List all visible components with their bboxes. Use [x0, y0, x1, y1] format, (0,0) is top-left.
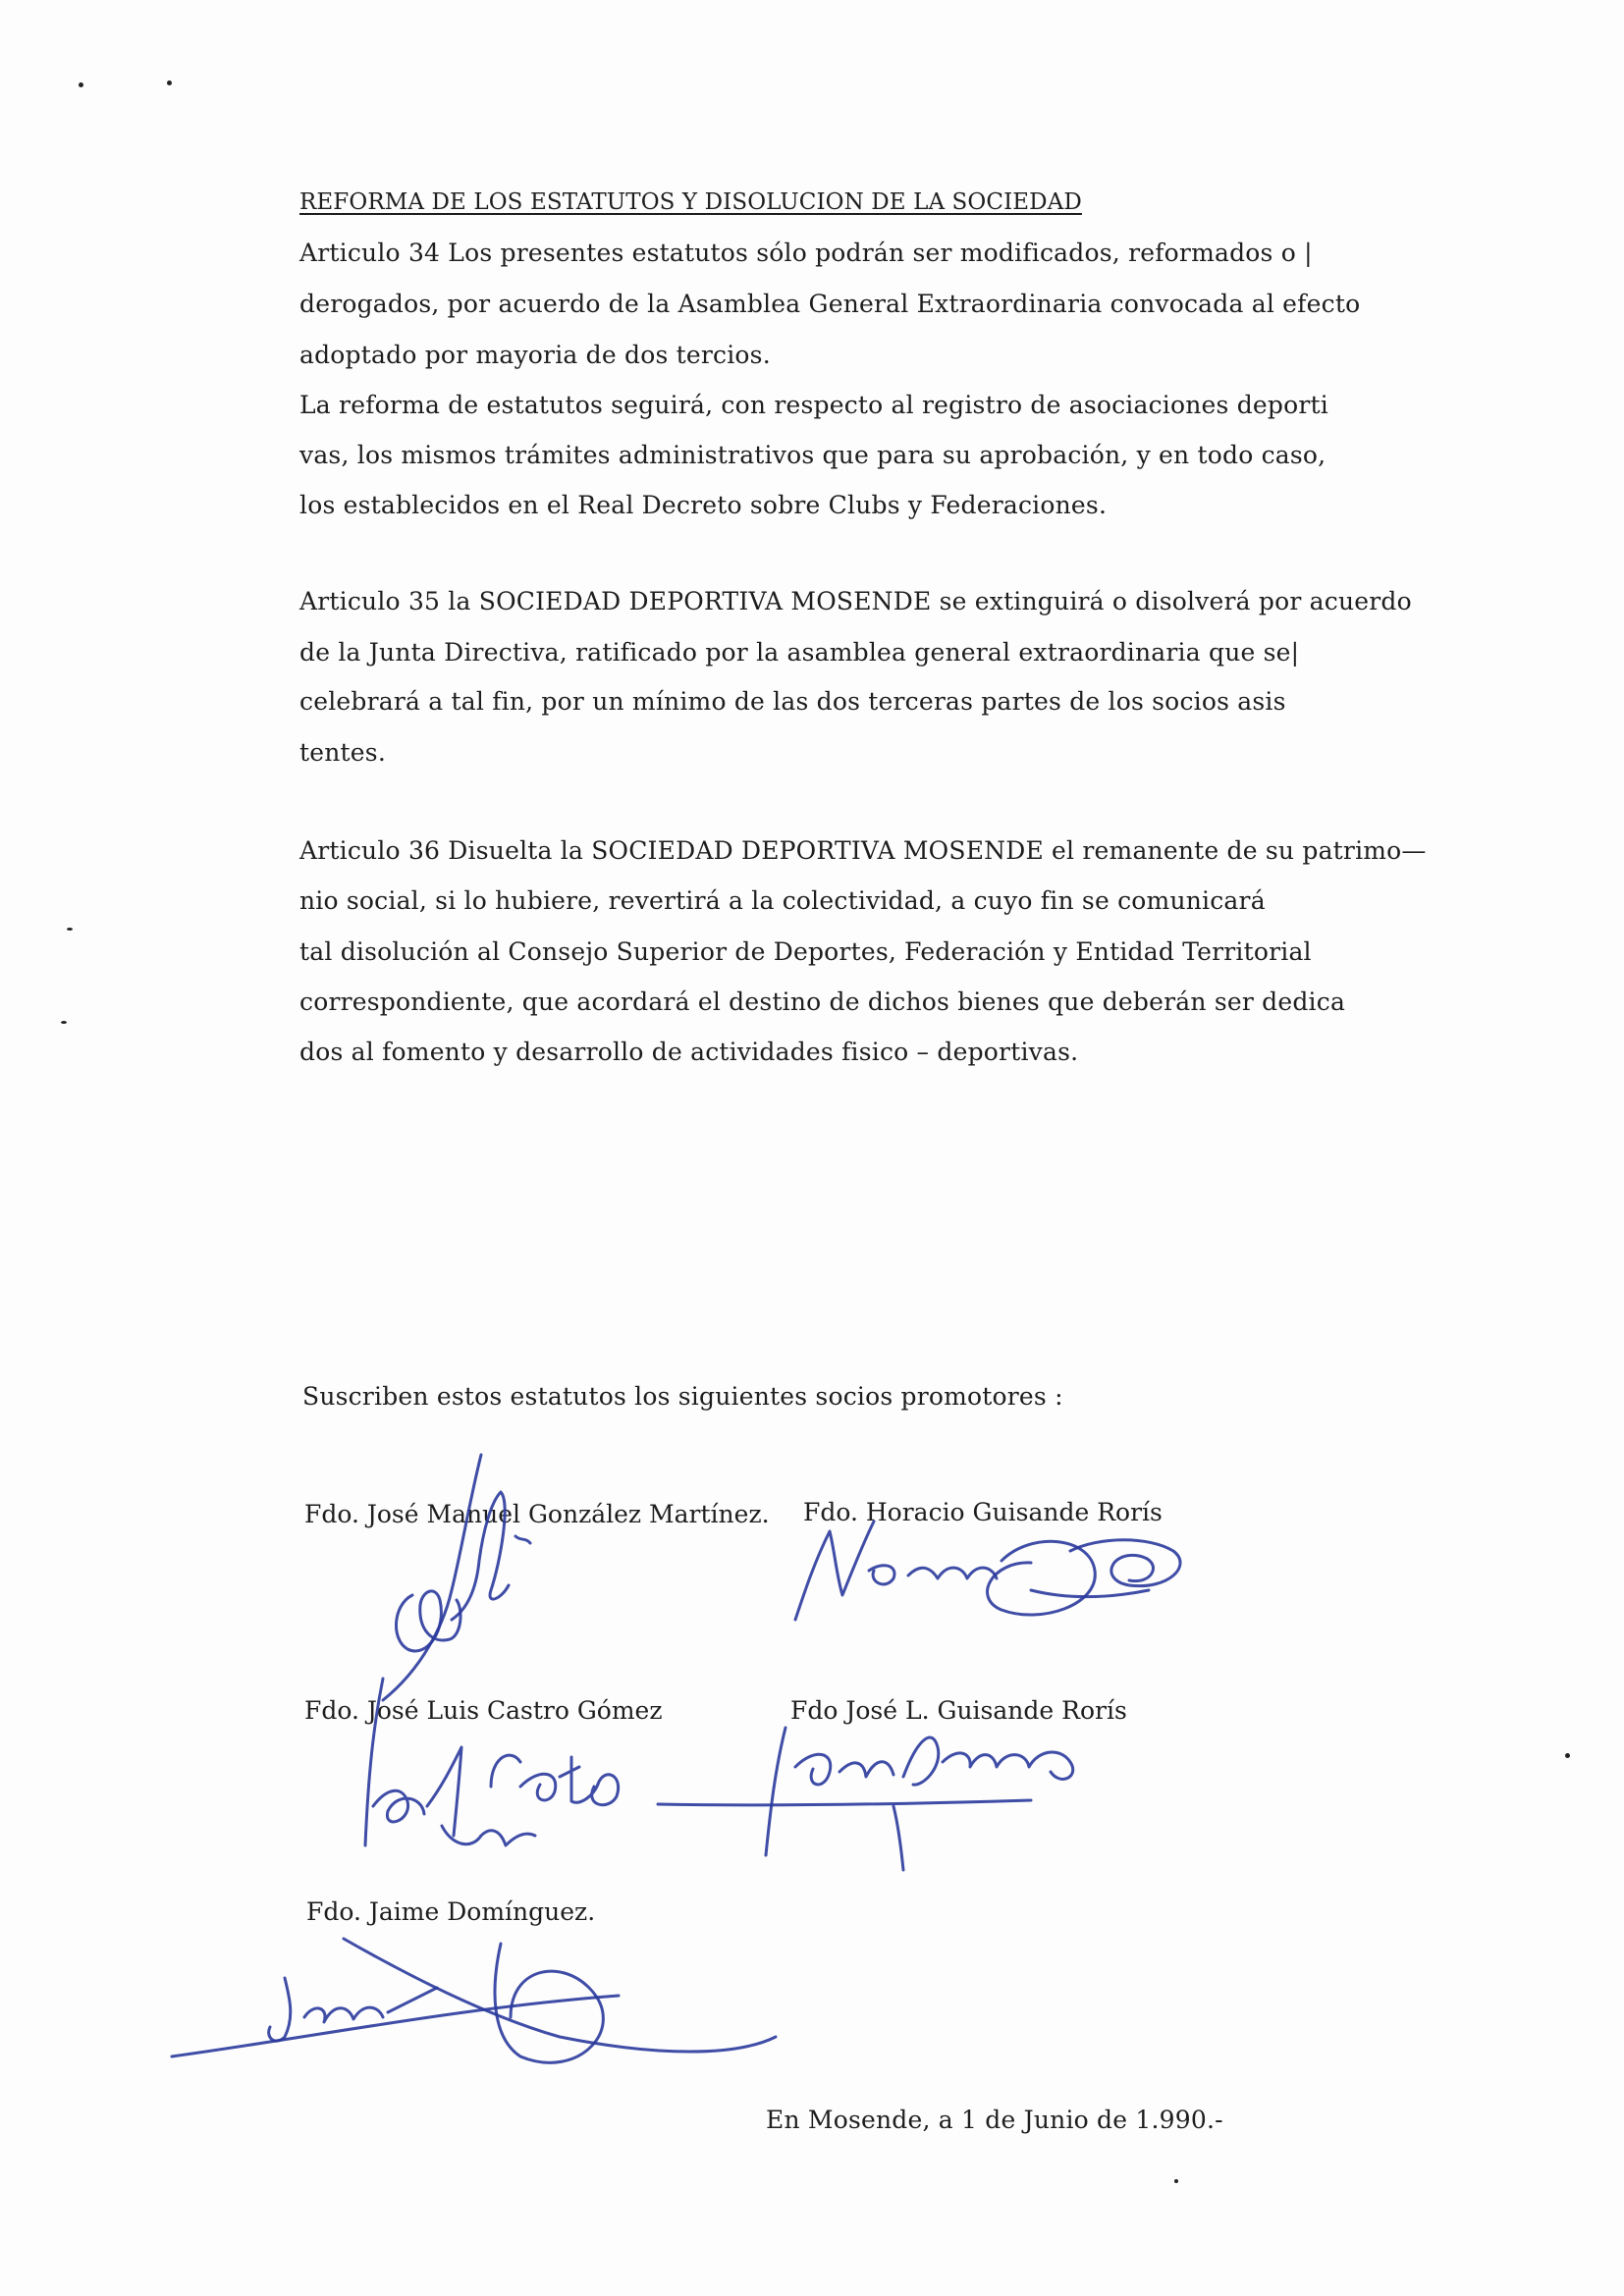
place-and-date: En Mosende, a 1 de Junio de 1.990.-: [766, 2106, 1223, 2134]
article-36-line: correspondiente, que acordará el destino de dichos bienes que deberán ser dedica: [299, 988, 1346, 1016]
article-34-line: adoptado por mayoria de dos tercios.: [299, 341, 771, 369]
scan-speck: [167, 80, 172, 85]
article-34-line: los establecidos en el Real Decreto sobre Clubs y Federaciones.: [299, 491, 1108, 519]
signatory-label: Fdo. José Manuel González Martínez.: [304, 1500, 770, 1528]
article-35-line: tentes.: [299, 738, 386, 767]
article-35-line: celebrará a tal fin, por un mínimo de las dos terceras partes de los socios asis: [299, 687, 1286, 716]
article-35-line: de la Junta Directiva, ratificado por la asamblea general extraordinaria que se|: [299, 638, 1300, 667]
signature-jose-l-guisande: [648, 1708, 1149, 1875]
article-34-line: derogados, por acuerdo de la Asamblea General Extraordinaria convocada al efecto: [299, 290, 1361, 318]
signatory-label: Fdo José L. Guisande Rorís: [790, 1696, 1127, 1725]
scan-speck: [1174, 2179, 1178, 2183]
scan-speck: [67, 928, 73, 931]
scan-speck: [79, 82, 83, 87]
scan-speck: [61, 1021, 67, 1024]
signatory-label: Fdo. Horacio Guisande Rorís: [803, 1498, 1163, 1526]
section-heading: REFORMA DE LOS ESTATUTOS Y DISOLUCION DE LA SOCIEDAD: [299, 189, 1082, 215]
article-36-line: tal disolución al Consejo Superior de Deportes, Federación y Entidad Territorial: [299, 937, 1312, 966]
article-36-line: Articulo 36 Disuelta la SOCIEDAD DEPORTIVA MOSENDE el remanente de su patrimo—: [299, 836, 1427, 865]
scan-speck: [1565, 1753, 1570, 1758]
signature-dominguez: [167, 1919, 795, 2091]
signatory-label: Fdo. Jaime Domínguez.: [306, 1897, 596, 1926]
article-34-line: Articulo 34 Los presentes estatutos sólo podrán ser modificados, reformados o |: [299, 239, 1313, 267]
article-34-line: vas, los mismos trámites administrativos que para su aprobación, y en todo caso,: [299, 441, 1326, 469]
signature-castro: [344, 1669, 638, 1875]
article-34-line: La reforma de estatutos seguirá, con respecto al registro de asociaciones deporti: [299, 391, 1328, 419]
signatory-label: Fdo. José Luis Castro Gómez: [304, 1696, 663, 1725]
article-36-line: dos al fomento y desarrollo de actividades fisico – deportivas.: [299, 1038, 1079, 1066]
article-35-line: Articulo 35 la SOCIEDAD DEPORTIVA MOSENDE se extinguirá o disolverá por acuerdo: [299, 587, 1412, 615]
subscription-intro: Suscriben estos estatutos los siguientes socios promotores :: [302, 1382, 1063, 1411]
signature-horacio-guisande: [776, 1492, 1198, 1639]
article-36-line: nio social, si lo hubiere, revertirá a la colectividad, a cuyo fin se comunicará: [299, 886, 1266, 915]
